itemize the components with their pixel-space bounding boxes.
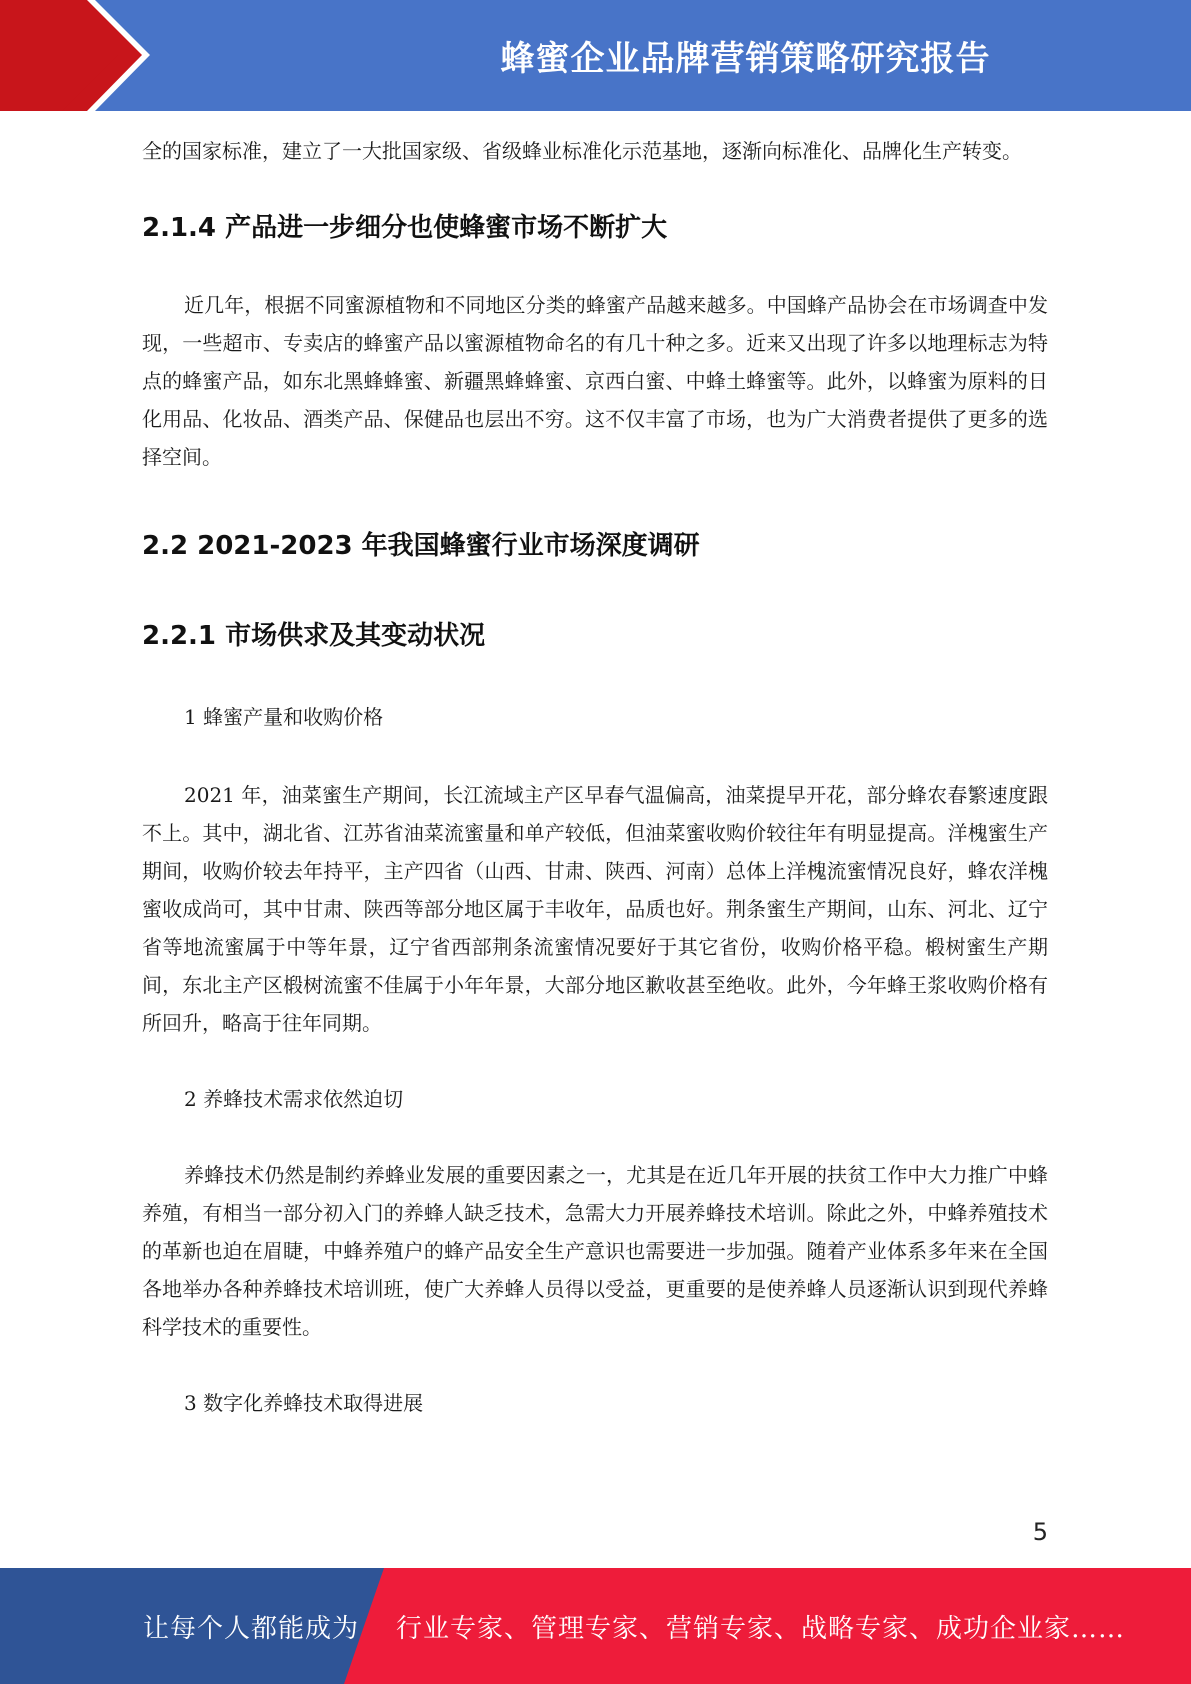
page-header <box>0 0 1191 111</box>
paragraph-2-1-4: 近几年，根据不同蜜源植物和不同地区分类的蜂蜜产品越来越多。中国蜂产品协会在市场调查中发现，一些超市、专卖店的蜂蜜产品以蜜源植物命名的有几十种之多。近来又出现了许多以地理标志为特点的蜂蜜产品，如东北黑蜂蜂蜜、新疆黑蜂蜂蜜、京西白蜜、中蜂土蜂蜜等。此外，以蜂蜜为原料的日化用品、化妆品、酒类产品、保健品也层出不穷。这不仅丰富了市场，也为广大消费者提供了更多的选择空间。 <box>142 293 1048 469</box>
subheading-3: 3 数字化养蜂技术取得进展 <box>184 1391 424 1415</box>
paragraph-1: 2021 年，油菜蜜生产期间，长江流域主产区早春气温偏高，油菜提早开花，部分蜂农春繁速度跟不上。其中，湖北省、江苏省油菜流蜜量和单产较低，但油菜蜜收购价较往年有明显提高。洋槐蜜生产期间，收购价较去年持平，主产四省（山西、甘肃、陕西、河南）总体上洋槐流蜜情况良好，蜂农洋槐蜜收成尚可，其中甘肃、陕西等部分地区属于丰收年，品质也好。荆条蜜生产期间，山东、河北、辽宁省等地流蜜属于中等年景，辽宁省西部荆条流蜜情况要好于其它省份，收购价格平稳。椴树蜜生产期间，东北主产区椴树流蜜不佳属于小年年景，大部分地区歉收甚至绝收。此外，今年蜂王浆收购价格有所回升，略高于往年同期。 <box>142 783 1048 1035</box>
footer-slogan-left: 让每个人都能成为 <box>143 1613 360 1644</box>
header-title: 蜂蜜企业品牌营销策略研究报告 <box>500 39 991 79</box>
paragraph-2: 养蜂技术仍然是制约养蜂业发展的重要因素之一，尤其是在近几年开展的扶贫工作中大力推广中蜂养殖，有相当一部分初入门的养蜂人缺乏技术，急需大力开展养蜂技术培训。除此之外，中蜂养殖技术的革新也迫在眉睫，中蜂养殖户的蜂产品安全生产意识也需要进一步加强。随着产业体系多年来在全国各地举办各种养蜂技术培训班，使广大养蜂人员得以受益，更重要的是使养蜂人员逐渐认识到现代养蜂科学技术的重要性。 <box>142 1163 1048 1339</box>
footer-slogan-right: 行业专家、管理专家、营销专家、战略专家、成功企业家…… <box>396 1613 1126 1644</box>
subheading-1: 1 蜂蜜产量和收购价格 <box>184 705 384 729</box>
section-heading-2-2: 2.2 2021-2023 年我国蜂蜜行业市场深度调研 <box>142 531 700 561</box>
page-footer <box>0 1568 1191 1684</box>
paragraph-continued: 全的国家标准，建立了一大批国家级、省级蜂业标准化示范基地，逐渐向标准化、品牌化生产转变。 <box>142 139 1022 163</box>
document-body <box>142 132 1048 1422</box>
section-heading-2-1-4: 2.1.4 产品进一步细分也使蜂蜜市场不断扩大 <box>142 213 668 243</box>
page-number: 5 <box>1032 1518 1048 1546</box>
section-heading-2-2-1: 2.2.1 市场供求及其变动状况 <box>142 621 486 651</box>
header-arrow-decoration <box>0 0 160 111</box>
subheading-2: 2 养蜂技术需求依然迫切 <box>184 1087 404 1111</box>
